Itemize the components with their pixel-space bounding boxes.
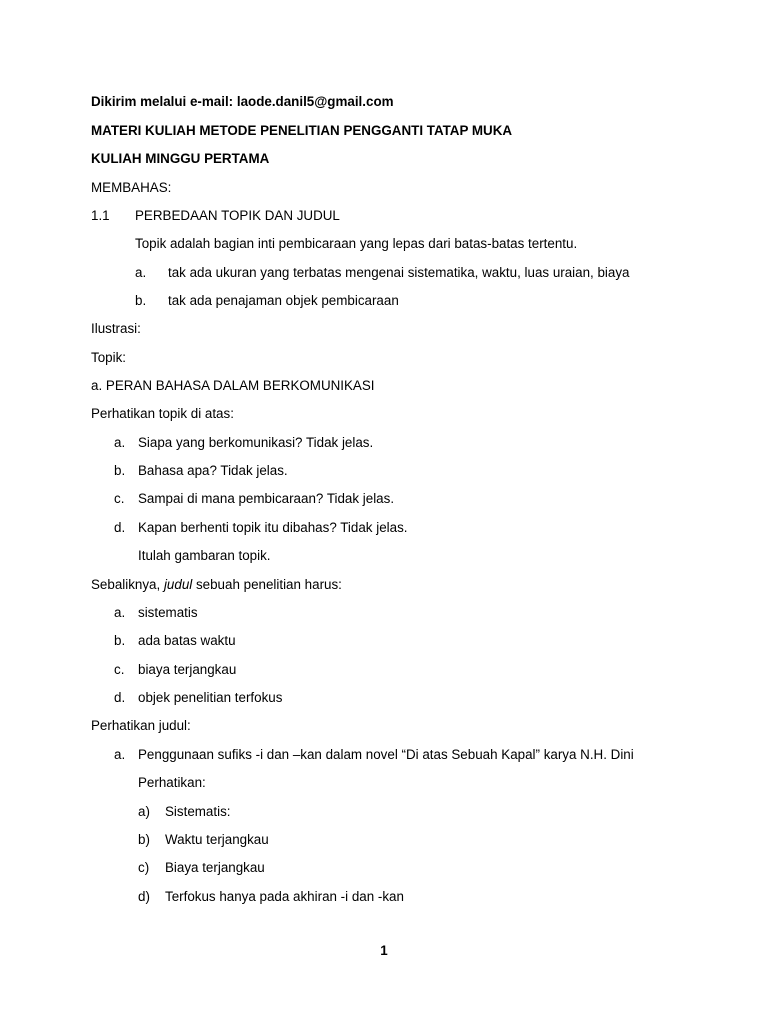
list-marker: a. bbox=[135, 265, 147, 280]
sent-via-line: Dikirim melalui e-mail: laode.danil5@gmail.com bbox=[91, 94, 394, 109]
topic-definition: Topik adalah bagian inti pembicaraan yang lepas dari batas-batas tertentu. bbox=[135, 236, 578, 251]
topic-label: Topik: bbox=[91, 350, 126, 365]
list-item: Siapa yang berkomunikasi? Tidak jelas. bbox=[138, 435, 374, 450]
list-item: Sampai di mana pembicaraan? Tidak jelas. bbox=[138, 491, 395, 506]
discusses-label: MEMBAHAS: bbox=[91, 180, 172, 195]
list-marker: d. bbox=[114, 690, 126, 705]
list-item: sistematis bbox=[138, 605, 198, 620]
list-item: Kapan berhenti topik itu dibahas? Tidak jelas. bbox=[138, 520, 408, 535]
list-item: biaya terjangkau bbox=[138, 662, 237, 677]
list-item: objek penelitian terfokus bbox=[138, 690, 283, 705]
list-item: Biaya terjangkau bbox=[165, 860, 265, 875]
topic-summary: Itulah gambaran topik. bbox=[138, 548, 271, 563]
list-marker: a. bbox=[114, 605, 126, 620]
title-example: Penggunaan sufiks -i dan –kan dalam novel “Di atas Sebuah Kapal” karya N.H. Dini bbox=[138, 747, 634, 762]
list-marker: d. bbox=[114, 520, 126, 535]
title-intro-part: Sebaliknya, bbox=[91, 577, 164, 592]
page-number: 1 bbox=[380, 943, 388, 958]
note-sub: Perhatikan: bbox=[138, 775, 206, 790]
illustration-label: Ilustrasi: bbox=[91, 321, 141, 336]
list-item: tak ada penajaman objek pembicaraan bbox=[168, 293, 399, 308]
list-marker: b. bbox=[114, 463, 126, 478]
list-marker: b. bbox=[114, 633, 126, 648]
list-marker: b) bbox=[138, 832, 150, 847]
section-title: PERBEDAAN TOPIK DAN JUDUL bbox=[135, 208, 340, 223]
list-item: Sistematis: bbox=[165, 804, 231, 819]
list-item: Terfokus hanya pada akhiran -i dan -kan bbox=[165, 889, 404, 904]
note-title: Perhatikan judul: bbox=[91, 718, 191, 733]
list-marker: a. bbox=[114, 435, 126, 450]
list-marker: c) bbox=[138, 860, 150, 875]
list-item: Waktu terjangkau bbox=[165, 832, 269, 847]
list-marker: a. bbox=[114, 747, 126, 762]
list-marker: c. bbox=[114, 662, 125, 677]
topic-example: a. PERAN BAHASA DALAM BERKOMUNIKASI bbox=[91, 378, 375, 393]
list-marker: a) bbox=[138, 804, 150, 819]
list-item: Bahasa apa? Tidak jelas. bbox=[138, 463, 288, 478]
course-title: MATERI KULIAH METODE PENELITIAN PENGGANTI TATAP MUKA bbox=[91, 123, 513, 138]
list-marker: c. bbox=[114, 491, 125, 506]
title-intro-emphasis: judul bbox=[163, 577, 193, 592]
week-heading: KULIAH MINGGU PERTAMA bbox=[91, 151, 270, 166]
list-item: tak ada ukuran yang terbatas mengenai sistematika, waktu, luas uraian, biaya bbox=[168, 265, 630, 280]
title-intro-part: sebuah penelitian harus: bbox=[192, 577, 342, 592]
title-intro bbox=[91, 576, 342, 594]
section-number: 1.1 bbox=[91, 208, 110, 223]
list-marker: d) bbox=[138, 889, 150, 904]
note-topic: Perhatikan topik di atas: bbox=[91, 406, 234, 421]
list-marker: b. bbox=[135, 293, 147, 308]
list-item: ada batas waktu bbox=[138, 633, 236, 648]
